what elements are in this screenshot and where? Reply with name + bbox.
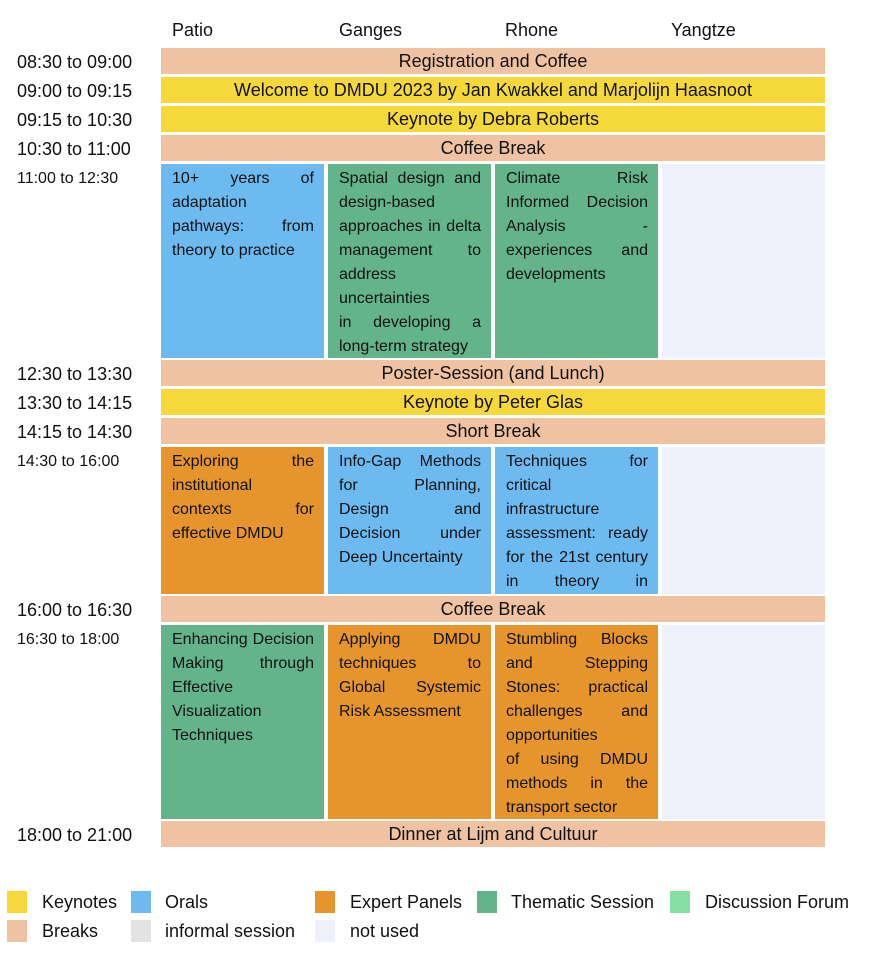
bar-label: Poster-Session (and Lunch) <box>381 362 605 383</box>
keynote-bar-roberts <box>161 106 825 132</box>
legend-swatch-expert-panels <box>315 891 335 913</box>
bar-label: Coffee Break <box>440 598 546 619</box>
legend-swatch-informal <box>131 920 151 942</box>
bar-label: Short Break <box>445 420 541 441</box>
legend-label-thematic: Thematic Session <box>511 892 655 912</box>
bar-label: Dinner at Lijm and Cultuur <box>388 823 598 844</box>
room-header-ganges: Ganges <box>339 20 403 40</box>
session-title-continued: of using DMDU methods in the transport sector <box>506 751 648 816</box>
registration-bar <box>161 48 825 74</box>
legend-label-discussion: Discussion Forum <box>705 892 850 912</box>
dinner-bar <box>161 821 825 847</box>
session-cell-oral <box>328 447 491 594</box>
legend-label-orals: Orals <box>165 892 209 912</box>
session-cell-thematic <box>495 164 658 358</box>
short-break-bar <box>161 418 825 444</box>
legend-swatch-keynotes <box>7 891 27 913</box>
session-title: Info-Gap Methods for Planning, Design and Decision under Deep Uncertainty <box>339 453 481 566</box>
room-header-rhone: Rhone <box>505 20 559 40</box>
session-title: Exploring the institutional contexts for effective DMDU <box>172 453 314 542</box>
bar-label: Registration and Coffee <box>398 50 588 71</box>
coffee-break-bar <box>161 135 825 161</box>
time-slot: 10:30 to 11:00 <box>17 139 131 159</box>
bar-label: Welcome to DMDU 2023 by Jan Kwakkel and Marjolijn Haasnoot <box>234 79 752 100</box>
time-slot: 14:30 to 16:00 <box>17 453 120 470</box>
room-header-yangtze: Yangtze <box>671 20 736 40</box>
session-cell-not-used <box>662 447 825 594</box>
legend-swatch-breaks <box>7 920 27 942</box>
session-cell-expert-panel <box>161 447 324 594</box>
session-title: Enhancing Decision Making through Effective Visualization Techniques <box>172 631 314 744</box>
time-slot: 09:00 to 09:15 <box>17 81 133 101</box>
bar-label: Keynote by Debra Roberts <box>386 108 600 129</box>
session-cell-thematic <box>328 164 491 358</box>
time-slot: 16:00 to 16:30 <box>17 600 133 620</box>
session-cell-not-used <box>662 164 825 358</box>
time-slot: 08:30 to 09:00 <box>17 52 133 72</box>
session-title: Spatial design and design-based approaches in delta management to address uncertainties <box>339 170 481 307</box>
legend-swatch-thematic <box>477 891 497 913</box>
session-title: Climate Risk Informed Decision Analysis - experiences and developments <box>506 170 648 283</box>
session-cell-oral <box>161 164 324 358</box>
legend-label-informal: informal session <box>165 921 296 941</box>
session-cell-oral <box>495 447 658 594</box>
bar-label: Coffee Break <box>440 137 546 158</box>
legend-swatch-orals <box>131 891 151 913</box>
legend-label-not-used: not used <box>350 921 420 941</box>
time-slot: 13:30 to 14:15 <box>17 393 133 413</box>
session-title: Stumbling Blocks and Stepping Stones: practical challenges and opportunities <box>506 631 648 744</box>
bar-label: Keynote by Peter Glas <box>402 391 584 412</box>
session-cell-thematic <box>161 625 324 819</box>
time-slot: 14:15 to 14:30 <box>17 422 133 442</box>
legend-label-expert-panels: Expert Panels <box>350 892 463 912</box>
time-slot: 11:00 to 12:30 <box>17 170 119 187</box>
keynote-bar-glas <box>161 389 825 415</box>
welcome-bar <box>161 77 825 103</box>
session-title: Applying DMDU techniques to Global Systemic Risk Assessment <box>339 631 481 720</box>
session-title: 10+ years of adaptation pathways: from theory to practice <box>172 170 314 259</box>
session-cell-expert-panel <box>328 625 491 819</box>
session-title: Techniques for critical infrastructure assessment: ready for the 21st century in theory in <box>506 453 648 590</box>
session-cell-expert-panel <box>495 625 658 819</box>
poster-session-bar <box>161 360 825 386</box>
room-header-patio: Patio <box>172 20 214 40</box>
time-slot: 09:15 to 10:30 <box>17 110 133 130</box>
legend-swatch-discussion <box>670 891 690 913</box>
time-slot: 18:00 to 21:00 <box>17 825 133 845</box>
coffee-break-bar <box>161 596 825 622</box>
time-slot: 12:30 to 13:30 <box>17 364 133 384</box>
legend-label-breaks: Breaks <box>42 921 99 941</box>
session-cell-not-used <box>662 625 825 819</box>
session-title-continued: in developing a long-term strategy <box>339 314 481 355</box>
time-slot: 16:30 to 18:00 <box>17 631 120 648</box>
legend-label-keynotes: Keynotes <box>42 892 118 912</box>
legend-swatch-not-used <box>315 920 335 942</box>
